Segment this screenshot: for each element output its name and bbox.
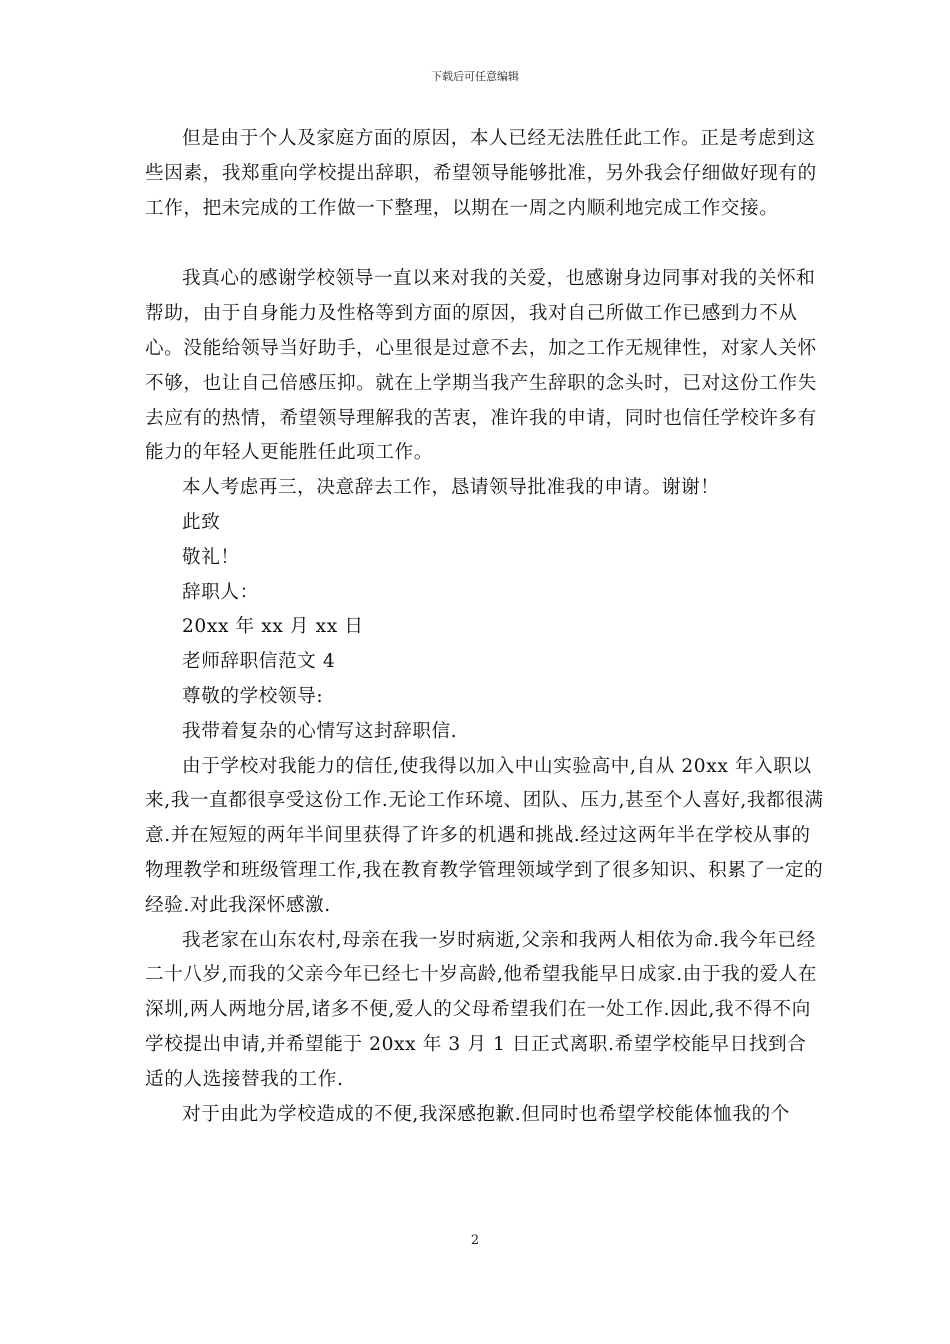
closing-request-line: 本人考虑再三，决意辞去工作，恳请领导批准我的申请。谢谢！ <box>182 477 720 499</box>
opening-line: 我带着复杂的心情写这封辞职信. <box>182 720 458 742</box>
page-number: 2 <box>470 1233 480 1248</box>
date-line: 20xx 年 xx 月 xx 日 <box>182 616 364 638</box>
sample-title: 老师辞职信范文 4 <box>182 651 336 673</box>
paragraph-gratitude: 我真心的感谢学校领导一直以来对我的关爱，也感谢身边同事对我的关怀和帮助，由于自身能力及性格等到方面的原因，我对自己所做工作已感到力不从心。没能给领导当好助手，心里很是过意不去，加之工作无规律性，对家人关怀不够，也让自己倍感压抑。就在上学期当我产生辞职的念头时，已对这份工作失去应有的热情，希望领导理解我的苦衷，准许我的申请，同时也信任学校许多有能力的年轻人更能胜任此项工作。 <box>145 268 817 464</box>
page-header: 下载后可任意编辑 <box>431 70 519 83</box>
paragraph-family-situation: 我老家在山东农村,母亲在我一岁时病逝,父亲和我两人相依为命.我今年已经二十八岁,而我的父亲今年已经七十岁高龄,他希望我能早日成家.由于我的爱人在深圳,两人两地分居,诸多不便,爱人的父母希望我们在一处工作.因此,我不得不向学校提出申请,并希望能于 20xx 年 3 月 1 日正式离职.希望学校能早日找到合适的人选接替我的工作. <box>145 929 818 1090</box>
signature-line: 辞职人： <box>182 581 259 603</box>
paragraph-resignation-reason: 但是由于个人及家庭方面的原因，本人已经无法胜任此工作。正是考虑到这些因素，我郑重向学校提出辞职，希望领导能够批准，另外我会仔细做好现有的工作，把未完成的工作做一下整理，以期在一周之内顺利地完成工作交接。 <box>145 128 817 219</box>
salutation-line: 此致 <box>182 511 221 533</box>
salutation-respect-line: 敬礼！ <box>182 546 240 568</box>
paragraph-apology: 对于由此为学校造成的不便,我深感抱歉.但同时也希望学校能体恤我的个 <box>182 1103 791 1125</box>
greeting-line: 尊敬的学校领导: <box>182 685 324 707</box>
paragraph-work-experience: 由于学校对我能力的信任,使我得以加入中山实验高中,自从 20xx 年入职以来,我一直都很享受这份工作.无论工作环境、团队、压力,甚至个人喜好,我都很满意.并在短短的两年半间里获得了许多的机遇和挑战.经过这两年半在学校从事的物理教学和班级管理工作,我在教育教学管理领域学到了很多知识、积累了一定的经验.对此我深怀感激. <box>145 755 824 916</box>
document-body <box>145 122 825 1132</box>
